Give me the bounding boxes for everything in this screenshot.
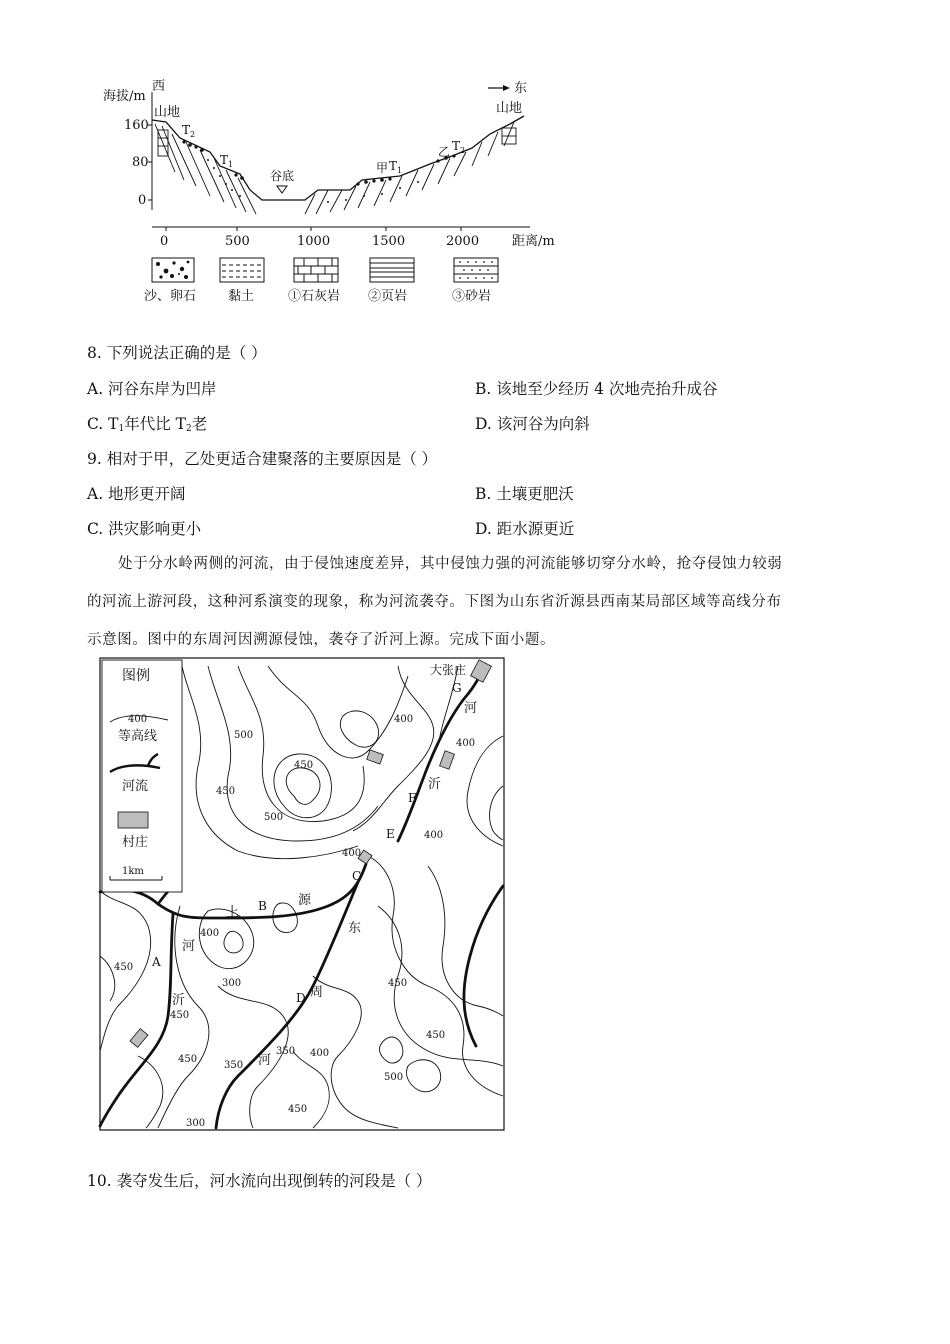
contour-label-1: 500 <box>234 730 254 741</box>
contour-label-7: 400 <box>424 830 444 841</box>
y-axis-title: 海拔/m <box>103 89 146 104</box>
q9-option-c[interactable]: C. 洪灾影响更小 <box>87 520 202 538</box>
q9-option-a[interactable]: A. 地形更开阔 <box>87 485 186 503</box>
mountain-right-label: 山地 <box>496 101 523 116</box>
q8-option-a[interactable]: A. 河谷东岸为凹岸 <box>87 380 217 398</box>
river-char-yuan: 源 <box>298 893 312 908</box>
point-g: G <box>452 681 462 695</box>
t2-left-label: $T_2$ <box>182 123 196 139</box>
point-d: D <box>296 991 306 1005</box>
valley-bottom-label: 谷底 <box>270 169 295 183</box>
jia-label: 甲 <box>376 161 389 175</box>
point-e: E <box>386 827 395 841</box>
river-char-shang: 上 <box>226 905 240 920</box>
river-char-dong: 东 <box>348 921 362 936</box>
contour-label-9: 400 <box>200 928 220 939</box>
passage-line-3: 示意图。图中的东周河因溯源侵蚀，袭夺了沂河上源。完成下面小题。 <box>87 632 556 648</box>
map-legend-contour-value: 400 <box>128 714 148 725</box>
legend-clay-label: 黏土 <box>228 289 255 304</box>
legend-limestone-label: ①石灰岩 <box>288 289 341 304</box>
terrain-profile <box>152 116 524 200</box>
contour-label-10: 450 <box>114 962 134 973</box>
q8-option-c-suffix: 老 <box>191 415 208 433</box>
valley-cross-section-figure <box>100 72 570 308</box>
x-tick-1000: 1000 <box>297 234 331 249</box>
contour-label-19: 450 <box>426 1030 446 1041</box>
contour-label-12: 450 <box>170 1010 190 1021</box>
right-slope-strata <box>305 122 516 214</box>
river-char-he-left: 河 <box>182 939 196 954</box>
contour-label-4: 500 <box>264 812 284 823</box>
q10-stem: 10. 袭夺发生后，河水流向出现倒转的河段是（ ） <box>87 1172 432 1190</box>
point-b: B <box>258 899 267 913</box>
river-char-yi-right: 沂 <box>428 777 442 792</box>
point-a: A <box>152 955 161 969</box>
map-legend-river-label: 河流 <box>122 779 149 794</box>
contour-label-13: 450 <box>178 1054 198 1065</box>
map-legend-scale: 1km <box>122 866 144 877</box>
q8-stem: 8. 下列说法正确的是（ ） <box>87 344 267 362</box>
x-tick-500: 500 <box>225 234 250 249</box>
contour-label-8: 400 <box>342 848 362 859</box>
contour-label-18: 500 <box>384 1072 404 1083</box>
point-f: F <box>408 791 417 805</box>
mountain-left-label: 山地 <box>154 105 181 120</box>
t1-left-label: $T_1$ <box>220 153 234 169</box>
river-char-he-right: 河 <box>464 701 478 716</box>
contour-map-figure <box>98 656 508 1134</box>
contour-label-21: 450 <box>288 1104 308 1115</box>
q9-option-b[interactable]: B. 土壤更肥沃 <box>475 485 574 503</box>
legend-shale-swatch <box>370 258 414 282</box>
legend-clay-swatch <box>220 258 264 282</box>
contour-label-5: 400 <box>394 714 414 725</box>
contour-label-3: 450 <box>216 786 236 797</box>
legend-gravel-label: 沙、卵石 <box>144 289 197 304</box>
contour-label-15: 350 <box>276 1046 296 1057</box>
q9-option-d[interactable]: D. 距水源更近 <box>475 520 575 538</box>
x-tick-0: 0 <box>160 234 169 249</box>
x-tick-1500: 1500 <box>372 234 406 249</box>
river-char-yi-left: 沂 <box>172 993 186 1008</box>
left-slope-strata <box>155 124 256 214</box>
point-c: C <box>352 869 362 883</box>
passage-line-1: 处于分水岭两侧的河流，由于侵蚀速度差异，其中侵蚀力强的河流能够切穿分水岭，抢夺侵蚀力较弱 <box>118 556 783 572</box>
legend-shale-label: ②页岩 <box>368 289 408 304</box>
contour-label-17: 450 <box>388 978 408 989</box>
figure1-legend <box>144 258 498 304</box>
q8-option-d[interactable]: D. 该河谷为向斜 <box>475 415 590 433</box>
y-tick-160: 160 <box>124 118 149 133</box>
q9-stem: 9. 相对于甲，乙处更适合建聚落的主要原因是（ ） <box>87 450 438 468</box>
contour-label-11: 300 <box>222 978 242 989</box>
q8-option-c-sub1: 1 <box>118 424 125 434</box>
contour-label-6: 400 <box>456 738 476 749</box>
map-legend <box>102 660 182 892</box>
passage-line-2: 的河流上游河段，这种河系演变的现象，称为河流袭夺。下图为山东省沂源县西南某局部区域等高线分布 <box>87 594 782 610</box>
contour-label-16: 400 <box>310 1048 330 1059</box>
east-label: 东 <box>514 81 528 96</box>
river-char-zhou: 周 <box>310 985 324 1000</box>
y-tick-80: 80 <box>132 155 149 170</box>
map-legend-village-label: 村庄 <box>122 835 149 850</box>
t2-right-label: $T_2$ <box>452 139 466 155</box>
q8-option-c-sub2: 2 <box>186 424 192 434</box>
q8-option-b[interactable]: B. 该地至少经历 4 次地壳抬升成谷 <box>475 380 718 398</box>
yi-label: 乙 <box>438 145 451 159</box>
x-axis-title: 距离/m <box>512 234 555 249</box>
legend-sandstone-label: ③砂岩 <box>452 289 492 304</box>
valley-bottom-marker <box>277 186 287 193</box>
q8-option-c-mid: 年代比 T <box>124 415 186 433</box>
t1-right-label: $T_1$ <box>389 159 403 175</box>
contour-label-2: 450 <box>294 760 314 771</box>
q8-option-c-prefix: C. T <box>87 415 119 433</box>
contour-label-20: 300 <box>186 1118 206 1129</box>
y-tick-0: 0 <box>138 193 147 208</box>
river-char-he-dz: 河 <box>258 1053 272 1068</box>
x-tick-2000: 2000 <box>446 234 480 249</box>
map-legend-title: 图例 <box>122 668 150 684</box>
contour-label-14: 350 <box>224 1060 244 1071</box>
q8-option-c[interactable] <box>87 412 207 434</box>
village-name-dazhangzhuang: 大张庄 <box>430 663 467 677</box>
legend-limestone-swatch <box>294 258 338 282</box>
map-legend-contour-label: 等高线 <box>118 729 158 744</box>
west-label: 西 <box>152 79 166 94</box>
x-ticks <box>160 227 479 249</box>
